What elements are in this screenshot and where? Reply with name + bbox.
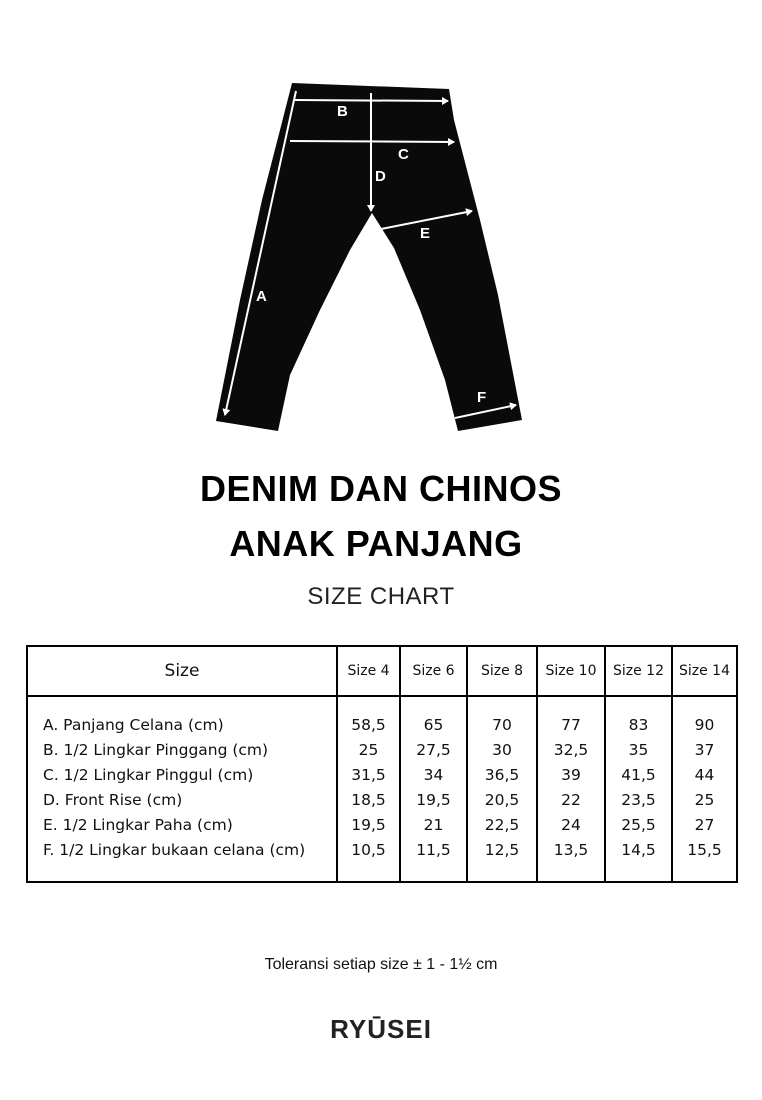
title-line-2: ANAK PANJANG [229, 523, 523, 564]
table-cell: 25 [358, 741, 379, 759]
table-cell: 21 [423, 816, 444, 834]
table-cell: 20,5 [484, 791, 520, 809]
row-label-a: A. Panjang Celana (cm) [43, 716, 224, 734]
measurement-labels [27, 696, 337, 882]
table-cell: 31,5 [351, 766, 386, 784]
table-cell: 10,5 [351, 841, 386, 859]
table-cell: 34 [423, 766, 444, 784]
header-size-4: Size 4 [337, 646, 400, 696]
pants-silhouette [216, 83, 522, 431]
table-cell: 90 [694, 716, 715, 734]
column-size-12 [605, 696, 672, 882]
table-cell: 22 [561, 791, 581, 809]
row-label-e: E. 1/2 Lingkar Paha (cm) [43, 816, 233, 834]
table-cell: 35 [628, 741, 649, 759]
label-b: B [337, 103, 348, 120]
table-cell: 19,5 [416, 791, 451, 809]
title-line-1: DENIM DAN CHINOS [199, 468, 562, 509]
table-cell: 18,5 [351, 791, 386, 809]
table-cell: 30 [492, 741, 512, 759]
table-cell: 23,5 [621, 791, 656, 809]
table-cell: 70 [492, 716, 512, 734]
table-cell: 11,5 [416, 841, 451, 859]
table-cell: 58,5 [351, 716, 386, 734]
header-size-6: Size 6 [400, 646, 467, 696]
table-cell: 65 [423, 716, 444, 734]
table-cell: 37 [694, 741, 715, 759]
table-cell: 32,5 [553, 741, 589, 759]
row-label-d: D. Front Rise (cm) [43, 791, 183, 809]
table-cell: 77 [561, 716, 581, 734]
table-cell: 27,5 [416, 741, 451, 759]
column-size-10 [537, 696, 605, 882]
header-size-14: Size 14 [672, 646, 737, 696]
column-size-14 [672, 696, 737, 882]
table-cell: 25 [694, 791, 715, 809]
label-d: D [375, 168, 386, 185]
pants-measurement-diagram [200, 75, 540, 445]
tolerance-note: Toleransi setiap size ± 1 - 1½ cm [264, 956, 498, 973]
table-cell: 83 [628, 716, 649, 734]
header-size-10: Size 10 [537, 646, 605, 696]
label-c: C [398, 146, 409, 163]
table-cell: 36,5 [484, 766, 520, 784]
row-label-b: B. 1/2 Lingkar Pinggang (cm) [43, 741, 269, 759]
column-size-6 [400, 696, 467, 882]
table-cell: 39 [561, 766, 581, 784]
brand-logo: RYŪSEI [330, 1014, 432, 1044]
table-cell: 41,5 [621, 766, 656, 784]
table-cell: 13,5 [553, 841, 589, 859]
table-body-row [27, 696, 737, 882]
column-size-4 [337, 696, 400, 882]
table-cell: 24 [561, 816, 581, 834]
column-size-8 [467, 696, 537, 882]
header-size-12: Size 12 [605, 646, 672, 696]
table-cell: 44 [694, 766, 715, 784]
table-cell: 22,5 [484, 816, 520, 834]
subtitle: SIZE CHART [307, 583, 455, 610]
size-chart-table [26, 645, 738, 883]
label-f: F [477, 389, 487, 406]
table-cell: 27 [694, 816, 715, 834]
row-label-f: F. 1/2 Lingkar bukaan celana (cm) [43, 841, 306, 859]
table-cell: 14,5 [621, 841, 656, 859]
header-size-8: Size 8 [467, 646, 537, 696]
table-cell: 25,5 [621, 816, 656, 834]
table-header-row [27, 646, 737, 696]
table-cell: 12,5 [484, 841, 520, 859]
label-e: E [420, 225, 431, 242]
table-cell: 15,5 [687, 841, 722, 859]
row-label-c: C. 1/2 Lingkar Pinggul (cm) [43, 766, 254, 784]
label-a: A [256, 288, 267, 305]
header-size-label: Size [27, 646, 337, 696]
table-cell: 19,5 [351, 816, 386, 834]
